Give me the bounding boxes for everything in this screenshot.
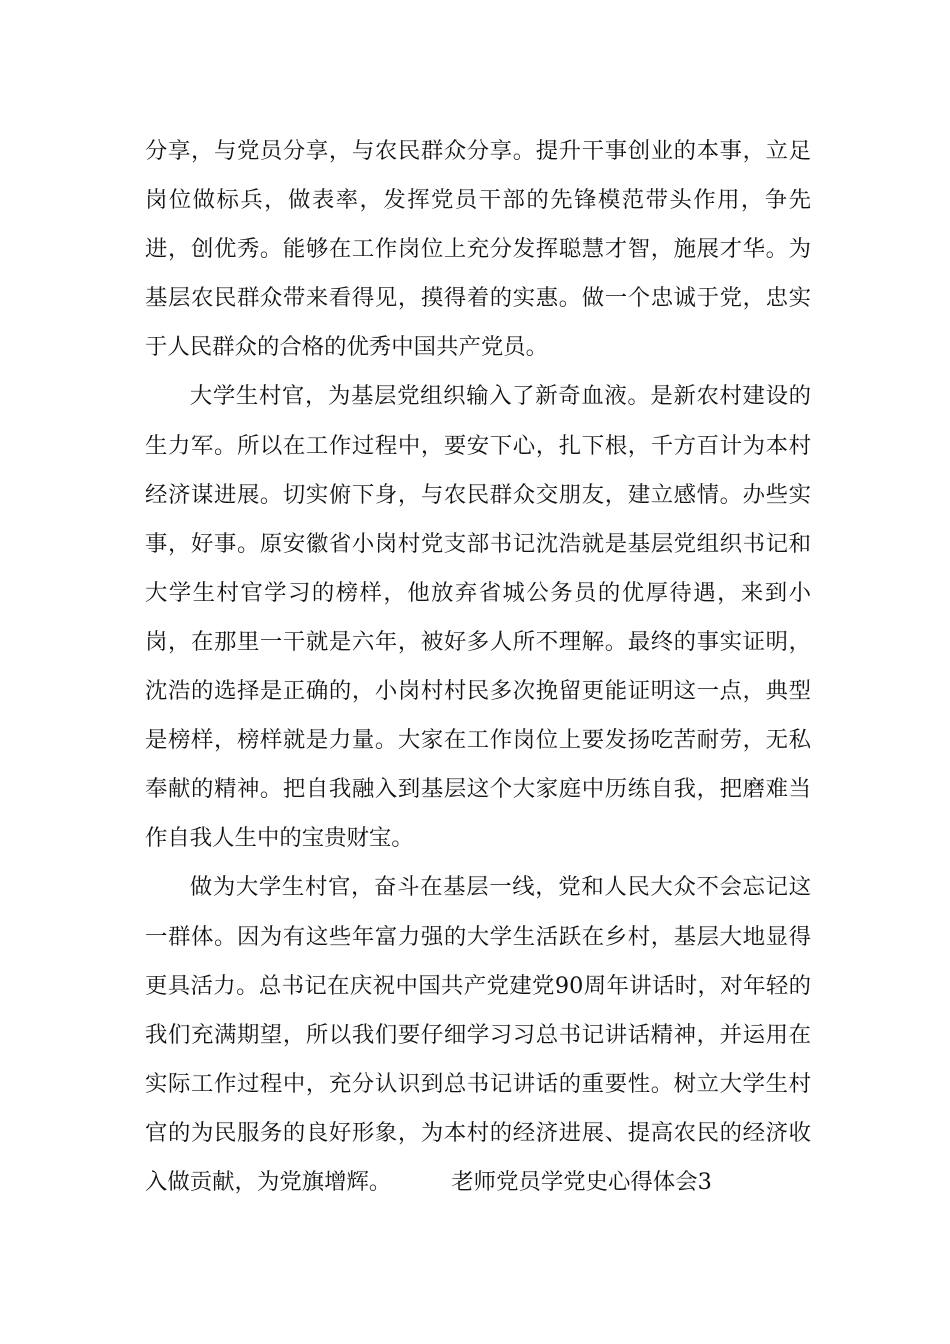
next-section-heading: 老师党员学党史心得体会3 (451, 1168, 712, 1195)
paragraph-3 (145, 863, 811, 1207)
paragraph-3-text: 做为大学生村官，奋斗在基层一线，党和人民大众不会忘记这一群体。因为有这些年富力强的大学生活跃在乡村，基层大地显得更具活力。总书记在庆祝中国共产党建党90周年讲话时，对年轻的我们充满期望，所以我们要仔细学习习总书记讲话精神，并运用在实际工作过程中，充分认识到总书记讲话的重要性。树立大学生村官的为民服务的良好形象，为本村的经济进展、提高农民的经济收入做贡献，为党旗增辉。 (145, 874, 811, 1195)
document-body (145, 127, 811, 1207)
paragraph-1: 分享，与党员分享，与农民群众分享。提升干事创业的本事，立足岗位做标兵，做表率，发挥党员干部的先锋模范带头作用，争先进，创优秀。能够在工作岗位上充分发挥聪慧才智，施展才华。为基层农民群众带来看得见，摸得着的实惠。做一个忠诚于党，忠实于人民群众的合格的优秀中国共产党员。 (145, 138, 811, 361)
paragraph-2: 大学生村官，为基层党组织输入了新奇血液。是新农村建设的生力军。所以在工作过程中，要安下心，扎下根，千方百计为本村经济谋进展。切实俯下身，与农民群众交朋友，建立感情。办些实事，好事。原安徽省小岗村党支部书记沈浩就是基层党组织书记和大学生村官学习的榜样，他放弃省城公务员的优厚待遇，来到小岗，在那里一干就是六年，被好多人所不理解。最终的事实证明，沈浩的选择是正确的，小岗村村民多次挽留更能证明这一点，典型是榜样，榜样就是力量。大家在工作岗位上要发扬吃苦耐劳，无私奉献的精神。把自我融入到基层这个大家庭中历练自我，把磨难当作自我人生中的宝贵财宝。 (145, 383, 811, 852)
